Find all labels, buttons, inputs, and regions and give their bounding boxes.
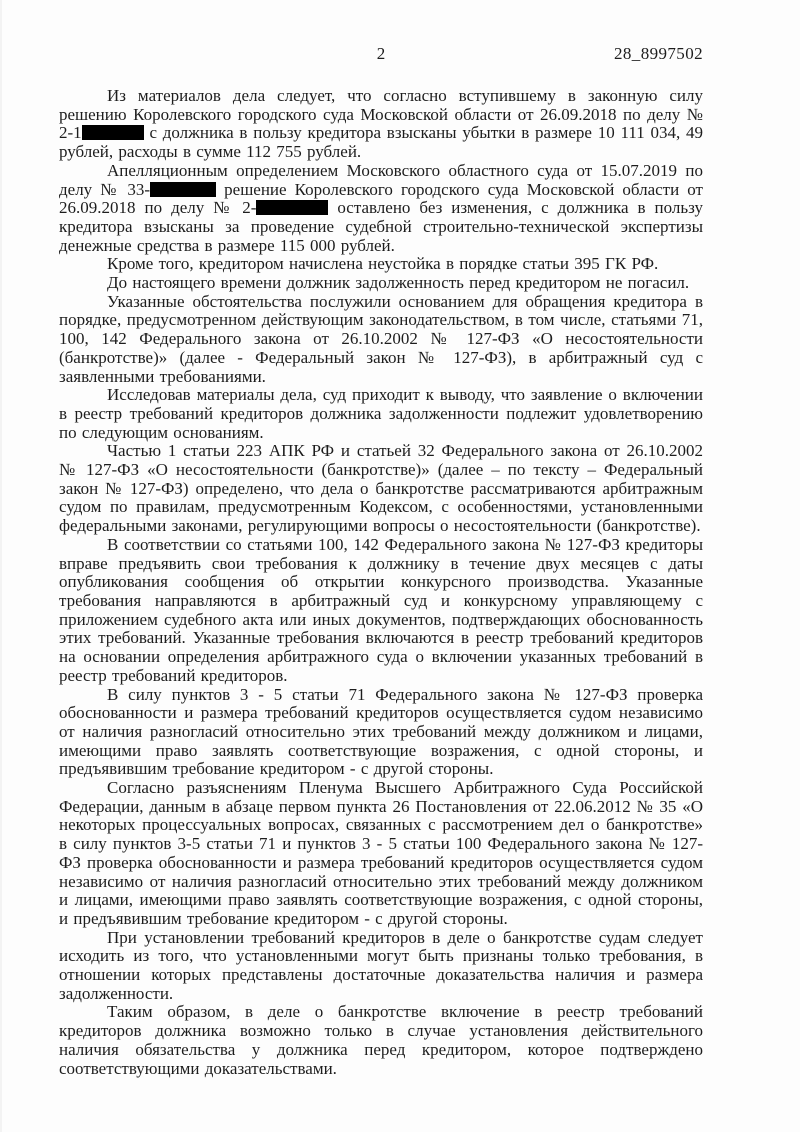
text-run: Таким образом, в деле о банкротстве включение в реестр требований кредиторов должника возможно только в случае установления действительного наличия обязательства у должника перед кредитором, которое подтверждено соответствующими доказательствами.: [59, 1002, 703, 1078]
redaction-bar: [256, 200, 328, 215]
document-body: [59, 87, 703, 1078]
text-run: Из материалов дела следует, что согласно вступившему в законную силу решению Королевского городского суда Московской области от 26.09.2018 по делу № 2-1: [59, 86, 703, 143]
page-header: [59, 45, 703, 65]
paragraph: [59, 779, 703, 929]
text-run: Кроме того, кредитором начислена неустойка в порядке статьи 395 ГК РФ.: [107, 254, 659, 274]
paragraph: [59, 536, 703, 686]
text-run: До настоящего времени должник задолженность перед кредитором не погасил.: [107, 273, 690, 293]
page-number: 2: [376, 44, 386, 63]
text-run: В соответствии со статьями 100, 142 Федерального закона № 127-ФЗ кредиторы вправе предъявить свои требования к должнику в течение двух месяцев с даты опубликования сообщения об открытии конкурсного производства. Указанные требования направляются в арбитражный суд и конкурсному управляющему с приложением судебного акта или иных документов, подтверждающих обоснованность этих требований. Указанные требования включаются в реестр требований кредиторов на основании определения арбитражного суда о включении указанных требований в реестр требований кредиторов.: [59, 534, 703, 685]
paragraph: [59, 442, 703, 536]
text-run: При установлении требований кредиторов в деле о банкротстве судам следует исходить из того, что установленными могут быть признаны только требования, в отношении которых представлены достаточные доказательства наличия и размера задолженности.: [59, 927, 703, 1003]
redaction-bar: [150, 182, 216, 197]
text-run: Исследовав материалы дела, суд приходит к выводу, что заявление о включении в реестр требований кредиторов должника задолженности подлежит удовлетворению по следующим основаниям.: [59, 385, 703, 442]
text-run: Частью 1 статьи 223 АПК РФ и статьей 32 Федерального закона от 26.10.2002 № 127-ФЗ «О несостоятельности (банкротстве)» (далее – по тексту – Федеральный закон № 127-ФЗ) определено, что дела о банкротстве рассматриваются арбитражным судом по правилам, предусмотренным Кодексом, с особенностями, установленными федеральными законами, регулирующими вопросы о несостоятельности (банкротстве).: [59, 441, 703, 536]
text-run: Апелляционным определением Московского областного суда от 15.07.2019 по делу № 33-: [59, 160, 703, 199]
paragraph: [59, 255, 703, 274]
text-run: В силу пунктов 3 - 5 статьи 71 Федерального закона № 127-ФЗ проверка обоснованности и размера требований кредиторов осуществляется судом независимо от наличия разногласий относительно этих требований между должником и лицами, имеющими право заявлять соответствующие возражения, с одной стороны, и предъявившим требование кредитором - с другой стороны.: [59, 684, 703, 779]
paragraph: [59, 274, 703, 293]
redaction-bar: [82, 125, 144, 140]
paragraph: [59, 1003, 703, 1078]
document-id: 28_8997502: [614, 44, 703, 63]
paragraph: [59, 686, 703, 780]
text-run: оставлено без изменения, с должника в пользу кредитора взысканы за проведение судебной строительно-технической экспертизы денежные средства в размере 115 000 рублей.: [59, 198, 703, 255]
text-run: Согласно разъяснениям Пленума Высшего Арбитражного Суда Российской Федерации, данным в абзаце первом пункта 26 Постановления от 22.06.2012 № 35 «О некоторых процессуальных вопросах, связанных с рассмотрением дел о банкротстве» в силу пунктов 3-5 статьи 71 и пунктов 3 - 5 статьи 100 Федерального закона № 127-ФЗ проверка обоснованности и размера требований кредиторов осуществляется судом независимо от наличия разногласий относительно этих требований между должником и лицами, имеющими право заявлять соответствующие возражения, с одной стороны, и предъявившим требование кредитором - с другой стороны.: [59, 778, 703, 928]
text-run: Указанные обстоятельства послужили основанием для обращения кредитора в порядке, предусмотренном действующим законодательством, в том числе, статьями 71, 100, 142 Федерального закона от 26.10.2002 № 127-ФЗ «О несостоятельности (банкротстве)» (далее - Федеральный закон № 127-ФЗ), в арбитражный суд с заявленными требованиями.: [59, 291, 703, 386]
paragraph: [59, 293, 703, 387]
text-run: решение Королевского городского суда Московской области от 26.09.2018 по делу № 2-: [59, 179, 703, 218]
paragraph: [59, 162, 703, 256]
text-run: с должника в пользу кредитора взысканы убытки в размере 10 111 034, 49 рублей, расходы в сумме 112 755 рублей.: [59, 123, 703, 162]
paragraph: [59, 386, 703, 442]
paragraph: [59, 929, 703, 1004]
paragraph: [59, 87, 703, 162]
